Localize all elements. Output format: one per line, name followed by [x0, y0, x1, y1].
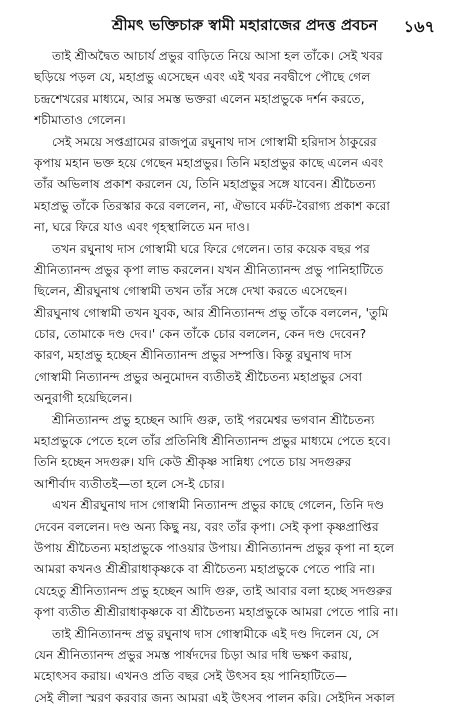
text-line: না, ঘরে ফিরে যাও এবং গৃহস্থালিতে মন দাও। — [34, 220, 250, 235]
text-line: তাঁর অভিলাষ প্রকাশ করলেন যে, তিনি মহাপ্রভুর সঙ্গে যাবেন। শ্রীচৈতন্য — [34, 177, 376, 192]
text-line: তাই শ্রীনিত্যানন্দ প্রভু রঘুনাথ দাস গোস্বামীকে এই দণ্ড দিলেন যে, সে — [52, 626, 379, 641]
text-line: দেবেন বললেন। দণ্ড অন্য কিছু নয়, বরং তাঁর কৃপা। সেই কৃপা কৃষ্ণপ্রাপ্তির — [34, 519, 379, 534]
text-line: উপায় শ্রীচৈতন্য মহাপ্রভুকে পাওয়ার উপায়। শ্রীনিত্যানন্দ প্রভুর কৃপা না হলে — [34, 540, 395, 555]
text-line: কারণ, মহাপ্রভু হচ্ছেন শ্রীনিত্যানন্দ প্রভুর সম্পত্তি। কিন্তু রঘুনাথ দাস — [34, 348, 352, 363]
text-line: মহাপ্রভু তাঁকে তিরস্কার করে বললেন, না, ঐভাবে মর্কট-বৈরাগ্য প্রকাশ করো — [34, 198, 390, 213]
body-text — [34, 46, 436, 709]
header-title: শ্রীমৎ ভক্তিচারু স্বামী মহারাজের প্রদত্ত প্রবচন — [112, 16, 378, 34]
text-line: শ্রীনিত্যানন্দ প্রভুর কৃপা লাভ করলেন। যখন শ্রীনিত্যানন্দ প্রভু পানিহাটিতে — [34, 262, 384, 277]
text-line: চোর, তোমাকে দণ্ড দেব।' কেন তাঁকে চোর বললেন, কেন দণ্ড দেবেন? — [34, 327, 367, 342]
text-line: শ্রীরঘুনাথ গোস্বামী তখন যুবক, আর শ্রীনিত্যানন্দ প্রভু তাঁকে বললেন, 'তুমি — [34, 305, 389, 320]
text-line: সেই সময়ে সপ্তগ্রামের রাজপুত্র রঘুনাথ দাস গোস্বামী হরিদাস ঠাকুরের — [52, 134, 377, 149]
running-header — [112, 14, 435, 38]
text-line: কৃপায় মহান ভক্ত হয়ে গেছেন মহাপ্রভুর। তিনি মহাপ্রভুর কাছে এলেন এবং — [34, 155, 384, 170]
text-line: শ্রীনিত্যানন্দ প্রভু হচ্ছেন আদি গুরু, তাই পরমেশ্বর ভগবান শ্রীচৈতন্য — [52, 412, 375, 427]
text-line: অনুরাগী হয়েছিলেন। — [34, 391, 133, 406]
text-line: তিনি হচ্ছেন সদগুরু। যদি কেউ শ্রীকৃষ্ণ সান্নিধ্য পেতে চায় সদগুরুর — [34, 455, 352, 470]
text-line: সেই লীলা স্মরণ করবার জন্য আমরা এই উৎসব পালন করি। সেইদিন সকাল — [34, 690, 395, 705]
text-line: আমরা কখনও শ্রীশ্রীরাধাকৃষ্ণকে বা শ্রীচৈতন্য মহাপ্রভুকে পেতে পারি না। — [34, 562, 375, 577]
page-number: ১৬৭ — [403, 17, 435, 36]
text-line: তখন রঘুনাথ দাস গোস্বামী ঘরে ফিরে গেলেন। তার কয়েক বছর পর — [52, 241, 370, 256]
text-line: মহাপ্রভুকে পেতে হলে তাঁর প্রতিনিধি শ্রীনিত্যানন্দ প্রভুর মাধ্যমে পেতে হবে। — [34, 434, 391, 449]
text-line: আশীর্বাদ ব্যতীতই—তা হলে সে-ই চোর। — [34, 476, 225, 491]
text-line: ছড়িয়ে পড়ল যে, মহাপ্রভু এসেছেন এবং এই খবর নবদ্বীপে পৌছে গেল — [34, 70, 371, 85]
text-line: যেন শ্রীনিত্যানন্দ প্রভুর সমস্ত পার্ষদদের চিড়া আর দধি ভক্ষণ করায়, — [34, 647, 353, 662]
text-line: তাই শ্রীঅদ্বৈত আচার্য প্রভুর বাড়িতে নিয়ে আসা হল তাঁকে। সেই খবর — [52, 49, 383, 63]
text-line: শচীমাতাও গেলেন। — [34, 113, 126, 128]
text-line: চন্দ্রশেখরের মাধ্যমে, আর সমস্ত ভক্তরা এলেন মহাপ্রভুকে দর্শন করতে, — [34, 91, 365, 106]
text-line: ছিলেন, শ্রীরঘুনাথ গোস্বামী তখন তাঁর সঙ্গে দেখা করতে এসেছেন। — [34, 284, 348, 299]
text-line: গোস্বামী নিত্যানন্দ প্রভুর অনুমোদন ব্যতীতই শ্রীচৈতন্য মহাপ্রভুর সেবা — [34, 369, 363, 384]
text-line: কৃপা ব্যতীত শ্রীশ্রীরাধাকৃষ্ণকে বা শ্রীচৈতন্য মহাপ্রভুকে আমরা পেতে পারি না। — [34, 605, 399, 620]
text-line: মহোৎসব করায়। এখনও প্রতি বছর সেই উৎসব হয় পানিহাটিতে— — [34, 669, 347, 684]
text-line: এখন শ্রীরঘুনাথ দাস গোস্বামী নিত্যানন্দ প্রভুর কাছে গেলেন, তিনি দণ্ড — [52, 498, 385, 513]
text-line: যেহেতু শ্রীনিত্যানন্দ প্রভু হচ্ছেন আদি গুরু, তাই আবার বলা হচ্ছে সদগুরুর — [34, 583, 393, 598]
